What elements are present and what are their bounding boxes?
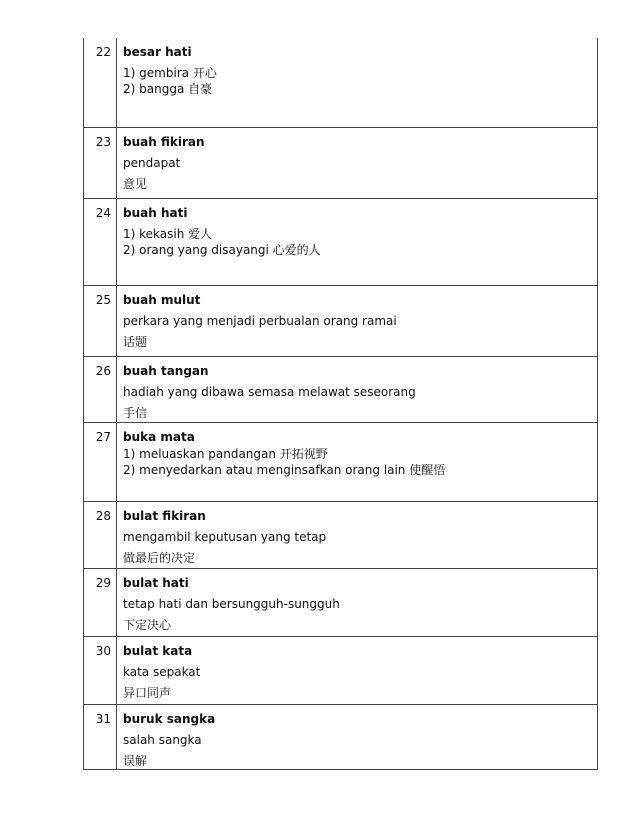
entry-meaning: salah sangka <box>123 732 202 747</box>
table-row <box>84 568 598 636</box>
entry-meaning: 1) gembira 开心 <box>123 66 217 80</box>
entry-term: buah fikiran <box>123 134 205 149</box>
entry-term: buah tangan <box>123 363 209 378</box>
entry-term: buah hati <box>123 205 188 220</box>
entry-meaning: hadiah yang dibawa semasa melawat seseorang <box>123 384 416 399</box>
entry-number: 26 <box>84 356 117 422</box>
entry-meaning: pendapat <box>123 155 181 170</box>
entry-number: 28 <box>84 501 117 568</box>
entry-body <box>117 704 598 769</box>
entry-term: bulat fikiran <box>123 508 206 523</box>
entry-body <box>117 198 598 285</box>
entry-translation: 异口同声 <box>123 685 172 700</box>
entry-term: bulat kata <box>123 643 193 658</box>
entry-meaning: 1) kekasih 爱人 <box>123 226 213 241</box>
entry-term: buruk sangka <box>123 711 216 726</box>
entry-term: bulat hati <box>123 575 189 590</box>
entry-number: 22 <box>84 38 117 127</box>
entry-meaning: perkara yang menjadi perbualan orang ramai <box>123 313 397 328</box>
entry-meaning: 2) menyedarkan atau menginsafkan orang lain 使醒悟 <box>123 462 446 477</box>
entry-meaning: 1) meluaskan pandangan 开拓视野 <box>123 446 328 461</box>
entry-meaning: mengambil keputusan yang tetap <box>123 529 327 544</box>
entry-term: buah mulut <box>123 292 201 307</box>
table-row <box>84 285 598 356</box>
entry-number: 23 <box>84 127 117 198</box>
entry-number: 24 <box>84 198 117 285</box>
entry-body <box>117 285 598 356</box>
entry-body <box>117 127 598 198</box>
table-row <box>84 38 598 127</box>
entry-meaning: kata sepakat <box>123 664 201 679</box>
entry-translation: 下定决心 <box>123 617 172 632</box>
entry-body <box>117 636 598 704</box>
table-row <box>84 356 598 422</box>
entry-number: 27 <box>84 422 117 501</box>
table-row <box>84 127 598 198</box>
entry-body <box>117 356 598 422</box>
entry-number: 30 <box>84 636 117 704</box>
table-row <box>84 636 598 704</box>
table-row <box>84 501 598 568</box>
entry-translation: 话题 <box>123 334 148 349</box>
entry-body <box>117 568 598 636</box>
entry-number: 25 <box>84 285 117 356</box>
entry-term: buka mata <box>123 429 195 444</box>
entry-translation: 手信 <box>123 405 148 420</box>
table-row <box>84 704 598 769</box>
entry-translation: 误解 <box>123 753 148 768</box>
entry-translation: 意见 <box>123 176 148 191</box>
entry-number: 31 <box>84 704 117 769</box>
entry-term: besar hati <box>123 45 192 59</box>
entry-number: 29 <box>84 568 117 636</box>
entry-meaning: 2) orang yang disayangi 心爱的人 <box>123 242 321 257</box>
entry-body <box>117 422 598 501</box>
table-row <box>84 422 598 501</box>
entry-meaning: 2) bangga 自豪 <box>123 82 213 96</box>
table-row <box>84 198 598 285</box>
entry-body <box>117 501 598 568</box>
entry-meaning: tetap hati dan bersungguh-sungguh <box>123 596 340 611</box>
entry-translation: 做最后的决定 <box>123 550 196 565</box>
entry-body <box>117 38 598 127</box>
idiom-table <box>83 38 598 770</box>
